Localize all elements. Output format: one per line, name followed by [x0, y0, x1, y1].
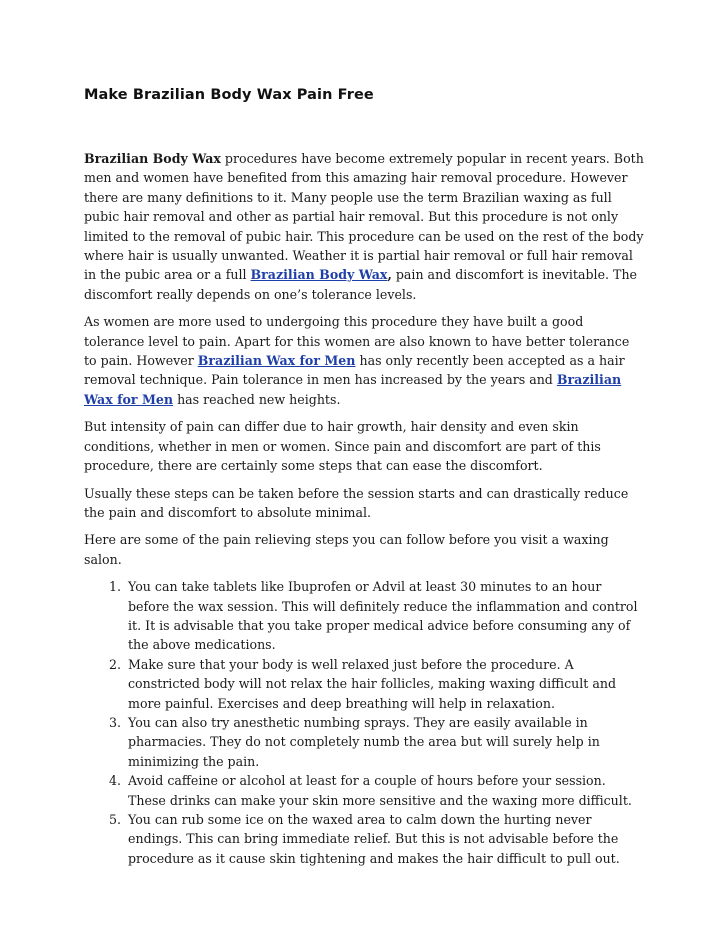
list-item — [84, 810, 644, 868]
list-item-text: You can also try anesthetic numbing sprays. They are easily available in pharmacies. They do not completely numb the area but will surely help in minimizing the pain. — [128, 714, 600, 769]
intro-text-b: pain and discomfort is inevitable. The discomfort really depends on one’s tolerance levels. — [84, 267, 638, 302]
list-item-number: 4. — [108, 773, 121, 789]
paragraph-intensity: But intensity of pain can differ due to hair growth, hair density and even skin conditions, whether in men or women. Since pain and discomfort are part of this procedure, there are certainly some steps that can ease the discomfort. — [84, 419, 601, 474]
list-item — [84, 713, 644, 771]
brazilian-wax-for-men-link-2[interactable]: Brazilian Wax for Men — [84, 372, 622, 407]
list-item — [84, 655, 644, 713]
list-item-text: Make sure that your body is well relaxed just before the procedure. A constricted body will not relax the hair follicles, making waxing difficult and more painful. Exercises and deep breathing will help in relaxation. — [128, 656, 617, 711]
brazilian-body-wax-link[interactable]: Brazilian Body Wax — [250, 267, 388, 283]
brazilian-wax-for-men-link-1[interactable]: Brazilian Wax for Men — [197, 353, 356, 369]
list-item-text: Avoid caffeine or alcohol at least for a couple of hours before your session. These drinks can make your skin more sensitive and the waxing more difficult. — [128, 773, 632, 808]
list-item — [84, 771, 644, 810]
list-item-number: 3. — [108, 714, 121, 730]
intro-comma: , — [387, 267, 392, 283]
intro-text-a: procedures have become extremely popular in recent years. Both men and women have benefited from this amazing hair removal procedure. However there are many definitions to it. Many people use the term Brazilian waxing as full pubic hair removal and other as partial hair removal. But this procedure is not only limited to the removal of pubic hair. This procedure can be used on the rest of the body where hair is usually unwanted. Weather it is partial hair removal or full hair removal in the pubic area or a full — [84, 151, 644, 283]
list-item-number: 5. — [108, 812, 121, 827]
pain-relief-steps-list — [84, 577, 644, 868]
list-item-text: You can rub some ice on the waxed area to calm down the hurting never endings. This can bring immediate relief. But this is not advisable before the procedure as it cause skin tightening and makes the hair difficult to pull out. — [128, 812, 620, 866]
paragraph-steps-intro: Usually these steps can be taken before the session starts and can drastically reduce the pain and discomfort to absolute minimal. — [84, 485, 629, 520]
list-item-text: You can take tablets like Ibuprofen or Advil at least 30 minutes to an hour before the wax session. This will definitely reduce the inflammation and control it. It is advisable that you take proper medical advice before consuming any of the above medications. — [128, 579, 638, 653]
list-item-number: 1. — [108, 579, 121, 595]
list-item — [84, 577, 644, 655]
list-item-number: 2. — [108, 656, 121, 672]
tolerance-text-c: has reached new heights. — [173, 391, 341, 407]
intro-lead-bold: Brazilian Body Wax — [84, 151, 221, 166]
tolerance-text-a: As women are more used to undergoing this procedure they have built a good tolerance level to pain. Apart for this women are also known to have better tolerance to pain. However — [84, 314, 630, 369]
paragraph-tolerance — [84, 312, 644, 409]
paragraph-intro — [84, 149, 644, 304]
paragraph-list-lead: Here are some of the pain relieving steps you can follow before you visit a waxing salon. — [84, 532, 609, 567]
tolerance-text-b: has only recently been accepted as a hair removal technique. Pain tolerance in men has increased by the years and — [84, 353, 625, 388]
page-title: Make Brazilian Body Wax Pain Free — [84, 87, 374, 103]
